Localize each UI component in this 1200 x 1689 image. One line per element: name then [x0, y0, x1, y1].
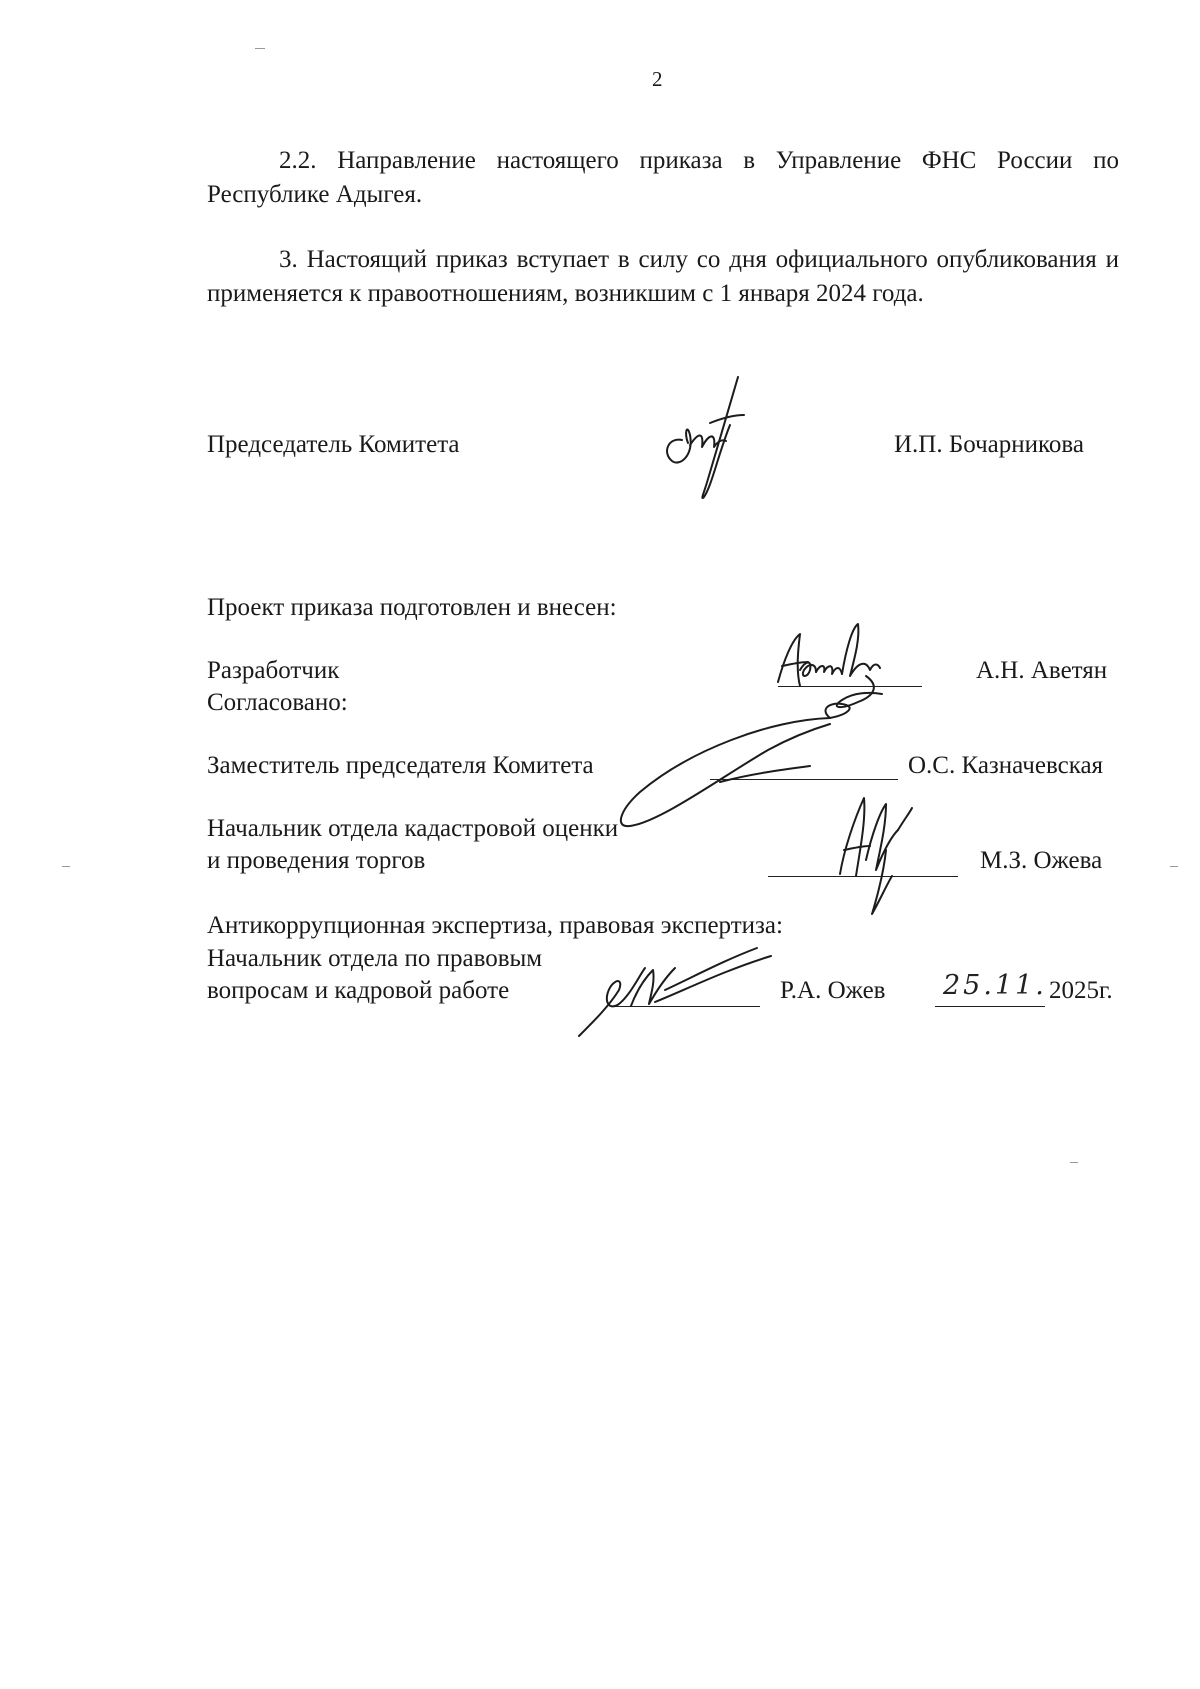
chairman-signature — [660, 375, 750, 505]
head-legal-title-line1: Начальник отдела по правовым — [207, 945, 543, 972]
head-legal-title-line2: вопросам и кадровой работе — [207, 977, 510, 1004]
head-legal-signature — [575, 920, 795, 1040]
head-legal-name: Р.А. Ожев — [780, 977, 886, 1004]
deputy-name: О.С. Казначевская — [908, 752, 1104, 779]
scan-speck — [1070, 1162, 1078, 1163]
chairman-title: Председатель Комитета — [207, 431, 460, 458]
scan-speck — [62, 866, 70, 867]
paragraph-2-2: 2.2. Направление настоящего приказа в Управление ФНС России по Республике Адыгея. — [207, 147, 1119, 208]
developer-label: Разработчик — [207, 657, 340, 684]
handwritten-date: 25.11. — [943, 970, 1047, 1001]
scan-speck — [1170, 866, 1178, 867]
head-cadastral-name: М.З. Ожева — [980, 847, 1103, 874]
developer-name: А.Н. Аветян — [976, 657, 1108, 684]
agreed-label: Согласовано: — [207, 689, 348, 716]
paragraph-3: 3. Настоящий приказ вступает в силу со дня официального опубликования и применяется к правоотношениям, возникшим с 1 января 2024 года. — [207, 246, 1119, 307]
expertise-heading: Антикоррупционная экспертиза, правовая экспертиза: — [207, 912, 783, 939]
head-cadastral-signature — [820, 790, 930, 920]
date-year: 2025г. — [1049, 977, 1113, 1004]
scan-speck — [255, 48, 265, 49]
head-cadastral-title-line2: и проведения торгов — [207, 847, 426, 874]
deputy-title: Заместитель председателя Комитета — [207, 752, 594, 779]
date-line — [935, 1006, 1045, 1007]
head-cadastral-title-line1: Начальник отдела кадастровой оценки — [207, 815, 619, 842]
chairman-name: И.П. Бочарникова — [894, 431, 1084, 458]
page-number: 2 — [652, 67, 663, 91]
prepared-heading: Проект приказа подготовлен и внесен: — [207, 594, 617, 621]
